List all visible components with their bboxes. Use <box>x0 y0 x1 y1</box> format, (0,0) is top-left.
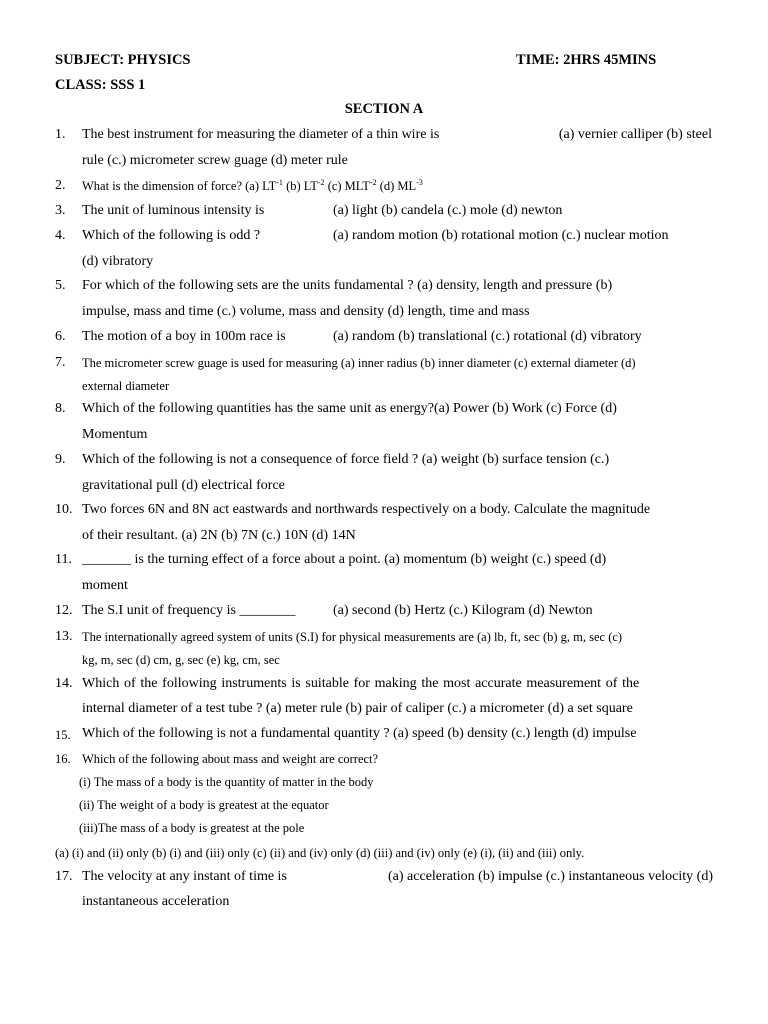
question-number: 4. <box>55 228 66 243</box>
question-options: (a) second (b) Hertz (c.) Kilogram (d) Newton <box>333 603 593 618</box>
statement-item: (i) The mass of a body is the quantity of matter in the body <box>79 775 374 789</box>
question-text-cont: of their resultant. (a) 2N (b) 7N (c.) 10N (d) 14N <box>82 528 356 543</box>
question-text-cont: rule (c.) micrometer screw guage (d) meter rule <box>82 153 348 168</box>
question-number: 8. <box>55 401 66 416</box>
question-text: The S.I unit of frequency is ________ <box>82 603 296 618</box>
question-options: (a) acceleration (b) impulse (c.) instantaneous velocity (d) <box>388 869 713 884</box>
subject-label: SUBJECT: PHYSICS <box>55 52 191 68</box>
question-number: 13. <box>55 629 73 644</box>
question-number: 7. <box>55 355 66 370</box>
question-number: 17. <box>55 869 73 884</box>
question-number: 14. <box>55 676 73 691</box>
question-text: _______ is the turning effect of a force about a point. (a) momentum (b) weight (c.) speed (d) <box>82 552 607 567</box>
question-options: (a) random motion (b) rotational motion (c.) nuclear motion <box>333 228 669 243</box>
question-text: Which of the following instruments is suitable for making the most accurate measurement of the <box>82 676 640 691</box>
question-options: (a) light (b) candela (c.) mole (d) newton <box>333 203 563 218</box>
question-text: The internationally agreed system of units (S.I) for physical measurements are (a) lb, ft, sec (b) g, m, sec (c) <box>82 630 623 644</box>
question-number: 5. <box>55 278 66 293</box>
question-text: Which of the following is odd ? <box>82 228 261 243</box>
question-text-cont: internal diameter of a test tube ? (a) meter rule (b) pair of caliper (c.) a micrometer (d) a set square <box>82 701 633 716</box>
question-number: 9. <box>55 452 66 467</box>
question-number: 10. <box>55 502 73 517</box>
statement-item: (iii)The mass of a body is greatest at the pole <box>79 821 305 835</box>
question-text: Which of the following is not a fundamental quantity ? (a) speed (b) density (c.) length (d) impulse <box>82 726 637 741</box>
question-text: Which of the following is not a consequence of force field ? (a) weight (b) surface tension (c.) <box>82 452 610 467</box>
question-text: The unit of luminous intensity is <box>82 203 265 218</box>
statement-item: (ii) The weight of a body is greatest at the equator <box>79 798 329 812</box>
question-text: What is the dimension of force? (a) $LT^{-1}$ (b) $LT^{-2}$ (c) $MLT^{-2}$ (d) $ML^{-3}$ <box>82 178 423 193</box>
question-text-cont: instantaneous acceleration <box>82 894 230 909</box>
question-text-cont: Momentum <box>82 427 148 442</box>
question-text: The velocity at any instant of time is <box>82 869 287 884</box>
question-text: The best instrument for measuring the diameter of a thin wire is <box>82 127 440 142</box>
question-number: 2. <box>55 178 66 193</box>
question-text-cont: external diameter <box>82 379 170 393</box>
question-number: 1. <box>55 127 66 142</box>
question-text-cont: impulse, mass and time (c.) volume, mass and density (d) length, time and mass <box>82 304 530 319</box>
question-text-cont: gravitational pull (d) electrical force <box>82 478 285 493</box>
time-label: TIME: 2HRS 45MINS <box>516 52 657 68</box>
question-text: The micrometer screw guage is used for measuring (a) inner radius (b) inner diameter (c) external diameter (d) <box>82 356 636 370</box>
question-text: For which of the following sets are the units fundamental ? (a) density, length and pressure (b) <box>82 278 613 293</box>
question-text: Which of the following about mass and weight are correct? <box>82 752 379 766</box>
question-text-cont: kg, m, sec (d) cm, g, sec (e) kg, cm, sec <box>82 653 280 667</box>
question-text-cont: (d) vibratory <box>82 254 154 269</box>
section-title: SECTION A <box>344 101 424 117</box>
question-number: 15. <box>55 728 71 742</box>
question-number: 3. <box>55 203 66 218</box>
question-text: The motion of a boy in 100m race is <box>82 329 286 344</box>
question-options: (a) vernier calliper (b) steel <box>558 127 712 142</box>
class-label: CLASS: SSS 1 <box>55 77 146 93</box>
question-text: Which of the following quantities has the same unit as energy?(a) Power (b) Work (c) Force (d) <box>82 401 617 416</box>
question-number: 16. <box>55 752 71 766</box>
question-options: (a) (i) and (ii) only (b) (i) and (iii) only (c) (ii) and (iv) only (d) (iii) and (iv) only (e) (i), (ii) and (iii) only. <box>55 846 585 860</box>
question-number: 12. <box>55 603 73 618</box>
question-text: Two forces 6N and 8N act eastwards and northwards respectively on a body. Calculate the magnitude <box>82 502 651 517</box>
question-number: 6. <box>55 329 66 344</box>
question-text-cont: moment <box>82 578 128 593</box>
question-options: (a) random (b) translational (c.) rotational (d) vibratory <box>333 329 642 344</box>
question-number: 11. <box>55 552 72 567</box>
